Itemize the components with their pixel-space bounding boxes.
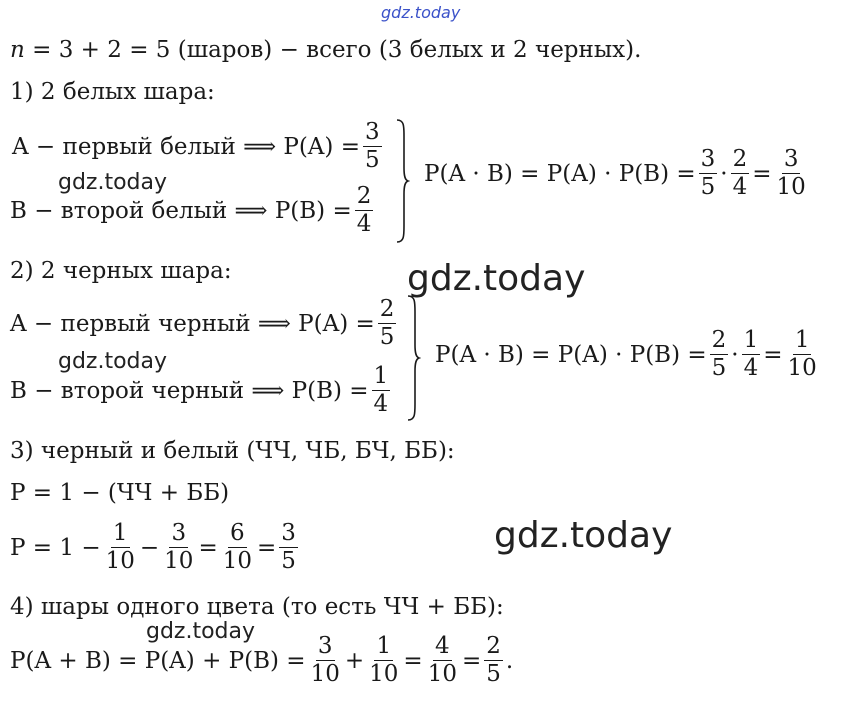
fraction: $\frac{2}{4}$ [732, 146, 748, 200]
section-2-heading: 2) 2 черных шара: [10, 258, 232, 284]
section-4-calculation [10, 634, 513, 687]
calc-prefix: P(A + B) = P(A) + P(B) = [10, 647, 306, 674]
fraction: $\frac{1}{10}$ [105, 520, 135, 574]
fraction: $\frac{3}{5}$ [281, 520, 296, 574]
section-3-heading: 3) черный и белый (ЧЧ, ЧБ, БЧ, ББ): [10, 438, 455, 464]
fraction: $\frac{3}{10}$ [310, 633, 340, 687]
fraction: $\frac{3}{10}$ [164, 520, 194, 574]
watermark: gdz.today [146, 619, 256, 644]
equals: = [752, 160, 772, 187]
watermark: gdz.today [58, 170, 168, 195]
fraction: $\frac{1}{4}$ [743, 327, 759, 381]
section-1-result [424, 147, 811, 200]
section-1-event-a [12, 120, 385, 173]
event-a-text: A − первый белый ⟹ P(A) = [12, 133, 360, 160]
event-a-text: A − первый черный ⟹ P(A) = [10, 310, 375, 337]
section-3-calculation [10, 521, 301, 574]
section-2-event-a [10, 297, 399, 350]
period: . [505, 647, 514, 674]
section-2-result [435, 328, 822, 381]
calc-prefix: P = 1 − [10, 534, 101, 561]
result-text: P(A · B) = P(A) · P(B) = [424, 160, 696, 187]
section-4-heading: 4) шары одного цвета (то есть ЧЧ + ББ): [10, 594, 504, 620]
equals: = [403, 647, 423, 674]
fraction: $\frac{2}{5}$ [711, 327, 727, 381]
event-b-text: B − второй черный ⟹ P(B) = [10, 377, 369, 404]
fraction: $\frac{3}{10}$ [776, 146, 806, 200]
total-balls-text: = 3 + 2 = 5 (шаров) − всего (3 белых и 2 черных). [24, 37, 642, 63]
equals: = [257, 534, 277, 561]
fraction: $\frac{2}{4}$ [356, 183, 372, 237]
fraction: $\frac{3}{5}$ [364, 119, 380, 173]
equals: = [763, 341, 783, 368]
fraction: $\frac{1}{10}$ [369, 633, 399, 687]
n-variable: n [10, 37, 25, 63]
section-3-formula: P = 1 − (ЧЧ + ББ) [10, 480, 230, 506]
fraction: $\frac{4}{10}$ [427, 633, 457, 687]
fraction: $\frac{2}{5}$ [486, 633, 501, 687]
plus: + [344, 647, 365, 674]
watermark-top: gdz.today [381, 3, 461, 22]
multiply-dot: · [720, 160, 728, 187]
watermark: gdz.today [58, 349, 168, 374]
equals: = [461, 647, 482, 674]
watermark: gdz.today [407, 258, 586, 299]
event-b-text: B − второй белый ⟹ P(B) = [10, 197, 352, 224]
fraction: $\frac{1}{10}$ [787, 327, 817, 381]
right-brace-icon [394, 118, 410, 244]
fraction: $\frac{2}{5}$ [379, 296, 395, 350]
fraction: $\frac{3}{5}$ [700, 146, 716, 200]
equals: = [198, 534, 218, 561]
multiply-dot: · [731, 341, 739, 368]
section-1-heading: 1) 2 белых шара: [10, 79, 215, 105]
watermark: gdz.today [494, 515, 673, 556]
fraction: $\frac{6}{10}$ [222, 520, 252, 574]
total-balls-line [10, 36, 641, 64]
minus: − [139, 534, 160, 561]
fraction: $\frac{1}{4}$ [373, 363, 389, 417]
right-brace-icon [405, 294, 421, 422]
result-text: P(A · B) = P(A) · P(B) = [435, 341, 707, 368]
